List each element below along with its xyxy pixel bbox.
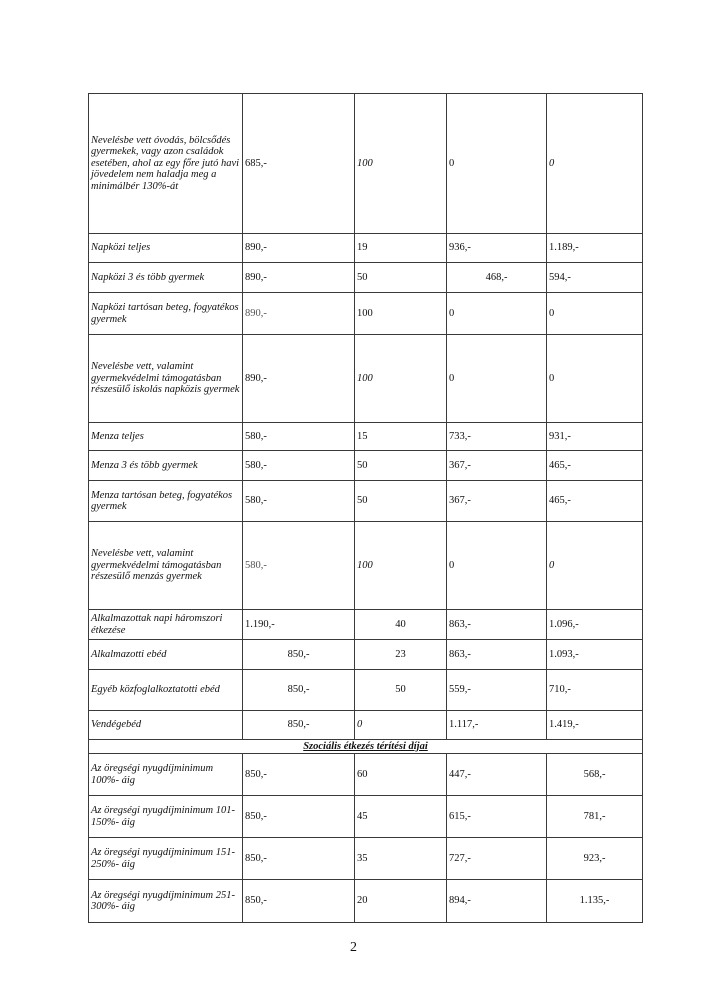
cell-discount: 35 xyxy=(355,838,447,880)
row-label: Menza tartósan beteg, fogyatékos gyermek xyxy=(89,481,243,522)
table-row xyxy=(89,754,643,796)
cell-net-fee: 367,- xyxy=(447,481,547,522)
row-label: Vendégebéd xyxy=(89,711,243,740)
cell-net-fee: 468,- xyxy=(447,263,547,293)
cell-discount: 100 xyxy=(355,522,447,610)
cell-gross-fee: 931,- xyxy=(547,423,643,451)
table-row xyxy=(89,234,643,263)
row-label: Az öregségi nyugdíjminimum 101-150%- áig xyxy=(89,796,243,838)
cell-discount: 23 xyxy=(355,640,447,670)
cell-discount: 50 xyxy=(355,451,447,481)
table-row xyxy=(89,423,643,451)
cell-base-fee: 850,- xyxy=(243,711,355,740)
cell-gross-fee: 568,- xyxy=(547,754,643,796)
cell-discount: 45 xyxy=(355,796,447,838)
cell-net-fee: 615,- xyxy=(447,796,547,838)
cell-gross-fee: 0 xyxy=(547,94,643,234)
cell-net-fee: 0 xyxy=(447,293,547,335)
cell-gross-fee: 923,- xyxy=(547,838,643,880)
cell-net-fee: 0 xyxy=(447,94,547,234)
row-label: Napközi tartósan beteg, fogyatékos gyermek xyxy=(89,293,243,335)
row-label: Alkalmazottak napi háromszori étkezése xyxy=(89,610,243,640)
row-label: Nevelésbe vett, valamint gyermekvédelmi támogatásban részesülő iskolás napközis gyermek xyxy=(89,335,243,423)
cell-base-fee: 850,- xyxy=(243,880,355,923)
cell-discount: 20 xyxy=(355,880,447,923)
cell-gross-fee: 594,- xyxy=(547,263,643,293)
cell-gross-fee: 1.419,- xyxy=(547,711,643,740)
cell-gross-fee: 465,- xyxy=(547,481,643,522)
row-label: Nevelésbe vett óvodás, bölcsődés gyermekek, vagy azon családok esetében, ahol az egy főre jutó havi jövedelem nem haladja meg a minimálbér 130%-át xyxy=(89,94,243,234)
table-row xyxy=(89,94,643,234)
cell-base-fee: 580,- xyxy=(243,451,355,481)
cell-discount: 0 xyxy=(355,711,447,740)
cell-base-fee: 850,- xyxy=(243,754,355,796)
cell-discount: 50 xyxy=(355,481,447,522)
row-label: Napközi teljes xyxy=(89,234,243,263)
cell-net-fee: 367,- xyxy=(447,451,547,481)
cell-base-fee: 850,- xyxy=(243,640,355,670)
cell-gross-fee: 465,- xyxy=(547,451,643,481)
cell-gross-fee: 781,- xyxy=(547,796,643,838)
table-row xyxy=(89,640,643,670)
cell-net-fee: 1.117,- xyxy=(447,711,547,740)
cell-net-fee: 559,- xyxy=(447,670,547,711)
cell-net-fee: 727,- xyxy=(447,838,547,880)
cell-base-fee: 850,- xyxy=(243,796,355,838)
table-row xyxy=(89,335,643,423)
cell-base-fee: 890,- xyxy=(243,335,355,423)
table-row xyxy=(89,670,643,711)
cell-gross-fee: 0 xyxy=(547,522,643,610)
cell-net-fee: 894,- xyxy=(447,880,547,923)
table-row xyxy=(89,796,643,838)
cell-gross-fee: 710,- xyxy=(547,670,643,711)
cell-base-fee: 890,- xyxy=(243,234,355,263)
cell-base-fee: 580,- xyxy=(243,423,355,451)
row-label: Egyéb közfoglalkoztatotti ebéd xyxy=(89,670,243,711)
cell-net-fee: 936,- xyxy=(447,234,547,263)
cell-gross-fee: 1.135,- xyxy=(547,880,643,923)
section-title: Szociális étkezés térítési díjai xyxy=(89,740,643,754)
row-label: Az öregségi nyugdíjminimum 100%- áig xyxy=(89,754,243,796)
cell-discount: 100 xyxy=(355,293,447,335)
cell-net-fee: 0 xyxy=(447,522,547,610)
cell-net-fee: 863,- xyxy=(447,640,547,670)
cell-discount: 60 xyxy=(355,754,447,796)
cell-discount: 100 xyxy=(355,94,447,234)
table-row xyxy=(89,522,643,610)
cell-base-fee: 890,- xyxy=(243,293,355,335)
cell-discount: 50 xyxy=(355,670,447,711)
table-row xyxy=(89,711,643,740)
cell-discount: 19 xyxy=(355,234,447,263)
row-label: Menza teljes xyxy=(89,423,243,451)
cell-gross-fee: 1.096,- xyxy=(547,610,643,640)
cell-base-fee: 685,- xyxy=(243,94,355,234)
row-label: Az öregségi nyugdíjminimum 151-250%- áig xyxy=(89,838,243,880)
row-label: Napközi 3 és több gyermek xyxy=(89,263,243,293)
cell-net-fee: 0 xyxy=(447,335,547,423)
table-row xyxy=(89,838,643,880)
table-row xyxy=(89,293,643,335)
cell-net-fee: 863,- xyxy=(447,610,547,640)
table-row xyxy=(89,880,643,923)
cell-gross-fee: 0 xyxy=(547,335,643,423)
row-label: Alkalmazotti ebéd xyxy=(89,640,243,670)
cell-base-fee: 850,- xyxy=(243,838,355,880)
cell-discount: 15 xyxy=(355,423,447,451)
row-label: Nevelésbe vett, valamint gyermekvédelmi támogatásban részesülő menzás gyermek xyxy=(89,522,243,610)
cell-base-fee: 850,- xyxy=(243,670,355,711)
table-row xyxy=(89,481,643,522)
cell-gross-fee: 1.189,- xyxy=(547,234,643,263)
cell-base-fee: 1.190,- xyxy=(243,610,355,640)
fee-table xyxy=(88,93,643,923)
section-header-row xyxy=(89,740,643,754)
row-label: Menza 3 és több gyermek xyxy=(89,451,243,481)
cell-net-fee: 733,- xyxy=(447,423,547,451)
cell-base-fee: 580,- xyxy=(243,522,355,610)
cell-discount: 50 xyxy=(355,263,447,293)
cell-gross-fee: 1.093,- xyxy=(547,640,643,670)
table-row xyxy=(89,451,643,481)
cell-base-fee: 580,- xyxy=(243,481,355,522)
cell-discount: 100 xyxy=(355,335,447,423)
row-label: Az öregségi nyugdíjminimum 251-300%- áig xyxy=(89,880,243,923)
page-number: 2 xyxy=(350,940,357,955)
table-row xyxy=(89,610,643,640)
table-row xyxy=(89,263,643,293)
cell-base-fee: 890,- xyxy=(243,263,355,293)
cell-discount: 40 xyxy=(355,610,447,640)
cell-net-fee: 447,- xyxy=(447,754,547,796)
cell-gross-fee: 0 xyxy=(547,293,643,335)
